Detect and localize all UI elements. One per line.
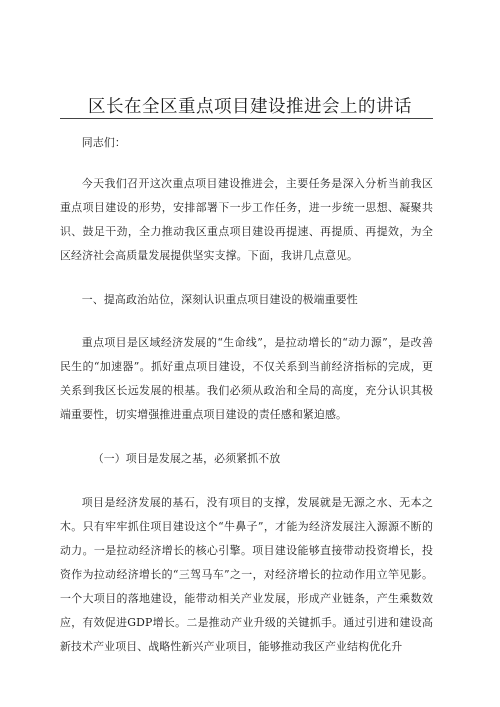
paragraph-section-one: 重点项目是区域经济发展的“生命线”，是拉动增长的“动力源”，是改善民生的“加速器”。抓好重点项目建设，不仅关系到当前经济指标的完成，更关系到我区长远发展的根基。我们必须从政治和全局的高度，充分认识其极端重要性，切实增强推进重点项目建设的责任感和紧迫感。 — [60, 336, 433, 421]
paragraph-subsection-one: 项目是经济发展的基石，没有项目的支撑，发展就是无源之水、无本之木。只有牢牢抓住项目建设这个“牛鼻子”，才能为经济发展注入源源不断的动力。一是拉动经济增长的核心引擎。项目建设能够直接带动投资增长，投资作为拉动经济增长的“三驾马车”之一，对经济增长的拉动作用立竿见影。一个大项目的落地建设，能带动相关产业发展，形成产业链条，产生乘数效应，有效促进GDP增长。二是推动产业升级的关键抓手。通过引进和建设高新技术产业项目、战略性新兴产业项目，能够推动我区产业结构优化升 — [60, 496, 433, 653]
section-heading-one: 一、提高政治站位，深刻认识重点项目建设的极端重要性 — [81, 293, 358, 306]
greeting: 同志们： — [81, 136, 126, 149]
subsection-heading-one: （一）项目是发展之基，必须紧抓不放 — [92, 452, 281, 465]
document-body — [60, 121, 433, 679]
document-title: 区长在全区重点项目建设推进会上的讲话 — [88, 97, 412, 117]
title-divider — [60, 118, 433, 119]
paragraph-intro: 今天我们召开这次重点项目建设推进会，主要任务是深入分析当前我区重点项目建设的形势，安排部署下一步工作任务，进一步统一思想、凝聚共识、鼓足干劲，全力推动我区重点项目建设再提速、再提质、再提效，为全区经济社会高质量发展提供坚实支撑。下面，我讲几点意见。 — [60, 177, 433, 262]
